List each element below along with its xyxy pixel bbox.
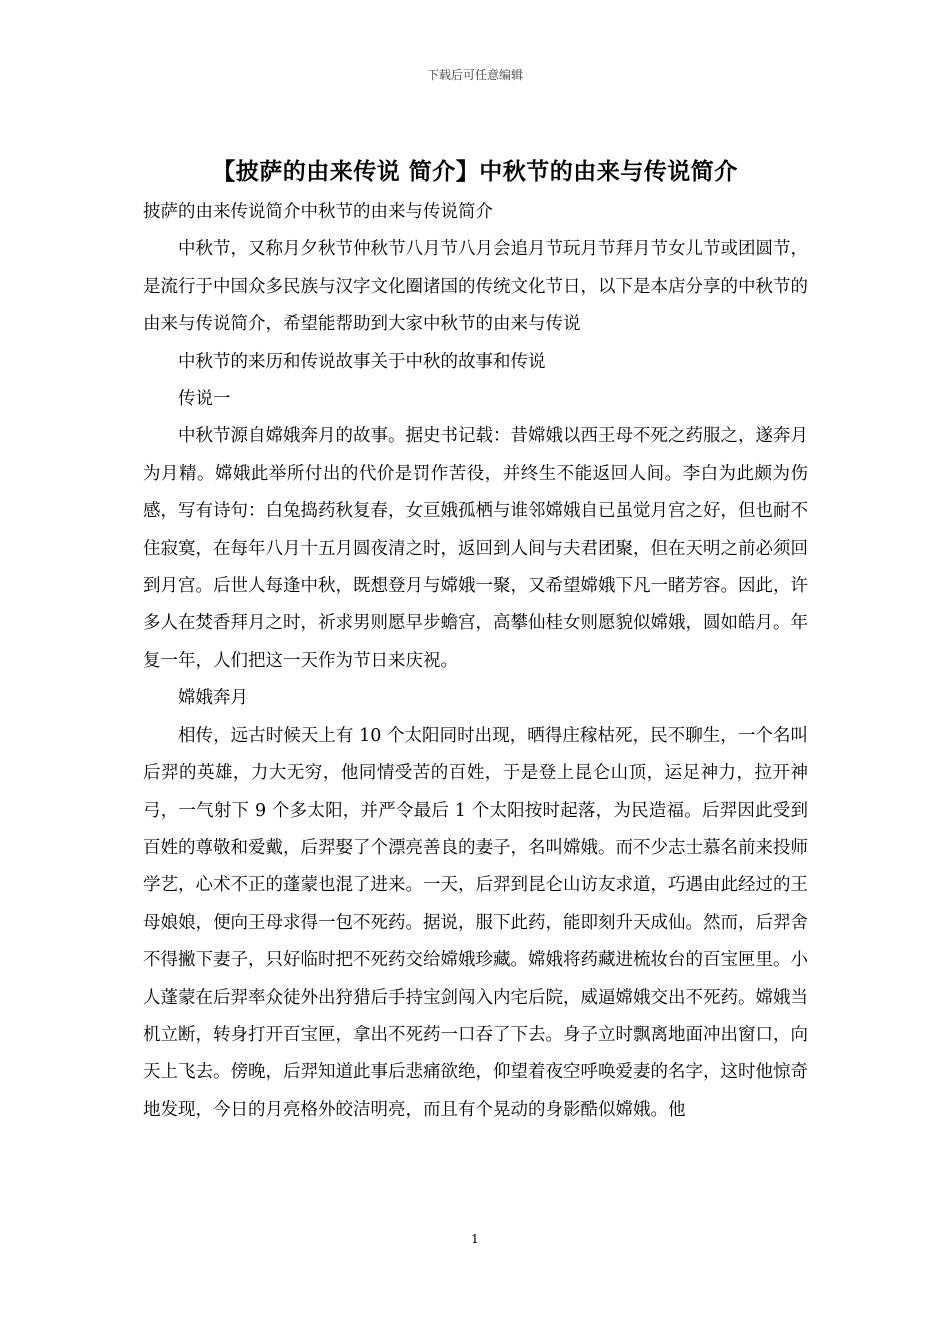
legend-one-paragraph: 中秋节源自嫦娥奔月的故事。据史书记载：昔嫦娥以西王母不死之药服之，遂奔月为月精。嫦娥此举所付出的代价是罚作苦役，并终生不能返回人间。李白为此颇为伤感，写有诗句：白兔捣药秋复春，女亘娥孤栖与谁邻嫦娥自已虽觉月宫之好，但也耐不住寂寞，在每年八月十五月圆夜清之时，返回到人间与夫君团聚，但在天明之前必须回到月宫。后世人每逢中秋，既想登月与嫦娥一聚，又希望嫦娥下凡一睹芳容。因此，许多人在焚香拜月之时，祈求男则愿早步蟾宫，高攀仙桂女则愿貌似嫦娥，圆如皓月。年复一年，人们把这一天作为节日来庆祝。	[143, 426, 808, 671]
change-flies-paragraph: 相传，远古时候天上有 10 个太阳同时出现，晒得庄稼枯死，民不聊生，一个名叫后羿的英雄，力大无穷，他同情受苦的百姓，于是登上昆仑山顶，运足神力，拉开神弓，一气射下 9 个多太阳，并严令最后 1 个太阳按时起落，为民造福。后羿因此受到百姓的尊敬和爱戴，后羿娶了个漂亮善良的妻子，名叫嫦娥。而不少志士慕名前来投师学艺，心术不正的蓬蒙也混了进来。一天，后羿到昆仑山访友求道，巧遇由此经过的王母娘娘，便向王母求得一包不死药。据说，服下此药，能即刻升天成仙。然而，后羿舍不得撇下妻子，只好临时把不死药交给嫦娥珍藏。嫦娥将药藏进梳妆台的百宝匣里。小人蓬蒙在后羿率众徒外出狩猎后手持宝剑闯入内宅后院，威逼嫦娥交出不死药。嫦娥当机立断，转身打开百宝匣，拿出不死药一口吞了下去。身子立时飘离地面冲出窗口，向天上飞去。傍晚，后羿知道此事后悲痛欲绝，仰望着夜空呼唤爱妻的名字，这时他惊奇地发现，今日的月亮格外皎洁明亮，而且有个晃动的身影酷似嫦娥。他	[143, 725, 808, 1120]
page-number: 1	[471, 1232, 479, 1246]
section-heading: 中秋节的来历和传说故事关于中秋的故事和传说	[178, 351, 546, 372]
change-flies-heading: 嫦娥奔月	[178, 688, 248, 709]
legend-one-heading: 传说一	[178, 389, 231, 410]
intro-paragraph: 中秋节，又称月夕秋节仲秋节八月节八月会追月节玩月节拜月节女儿节或团圆节，是流行于中国众多民族与汉字文化圈诸国的传统文化节日，以下是本店分享的中秋节的由来与传说简介，希望能帮助到大家中秋节的由来与传说	[143, 239, 808, 335]
subtitle-paragraph: 披萨的由来传说简介中秋节的由来与传说简介	[143, 202, 493, 222]
page-header: 下载后可任意编辑	[426, 68, 523, 82]
document-body	[143, 194, 808, 1129]
document-title: 【披萨的由来传说 简介】中秋节的由来与传说简介	[212, 158, 738, 185]
